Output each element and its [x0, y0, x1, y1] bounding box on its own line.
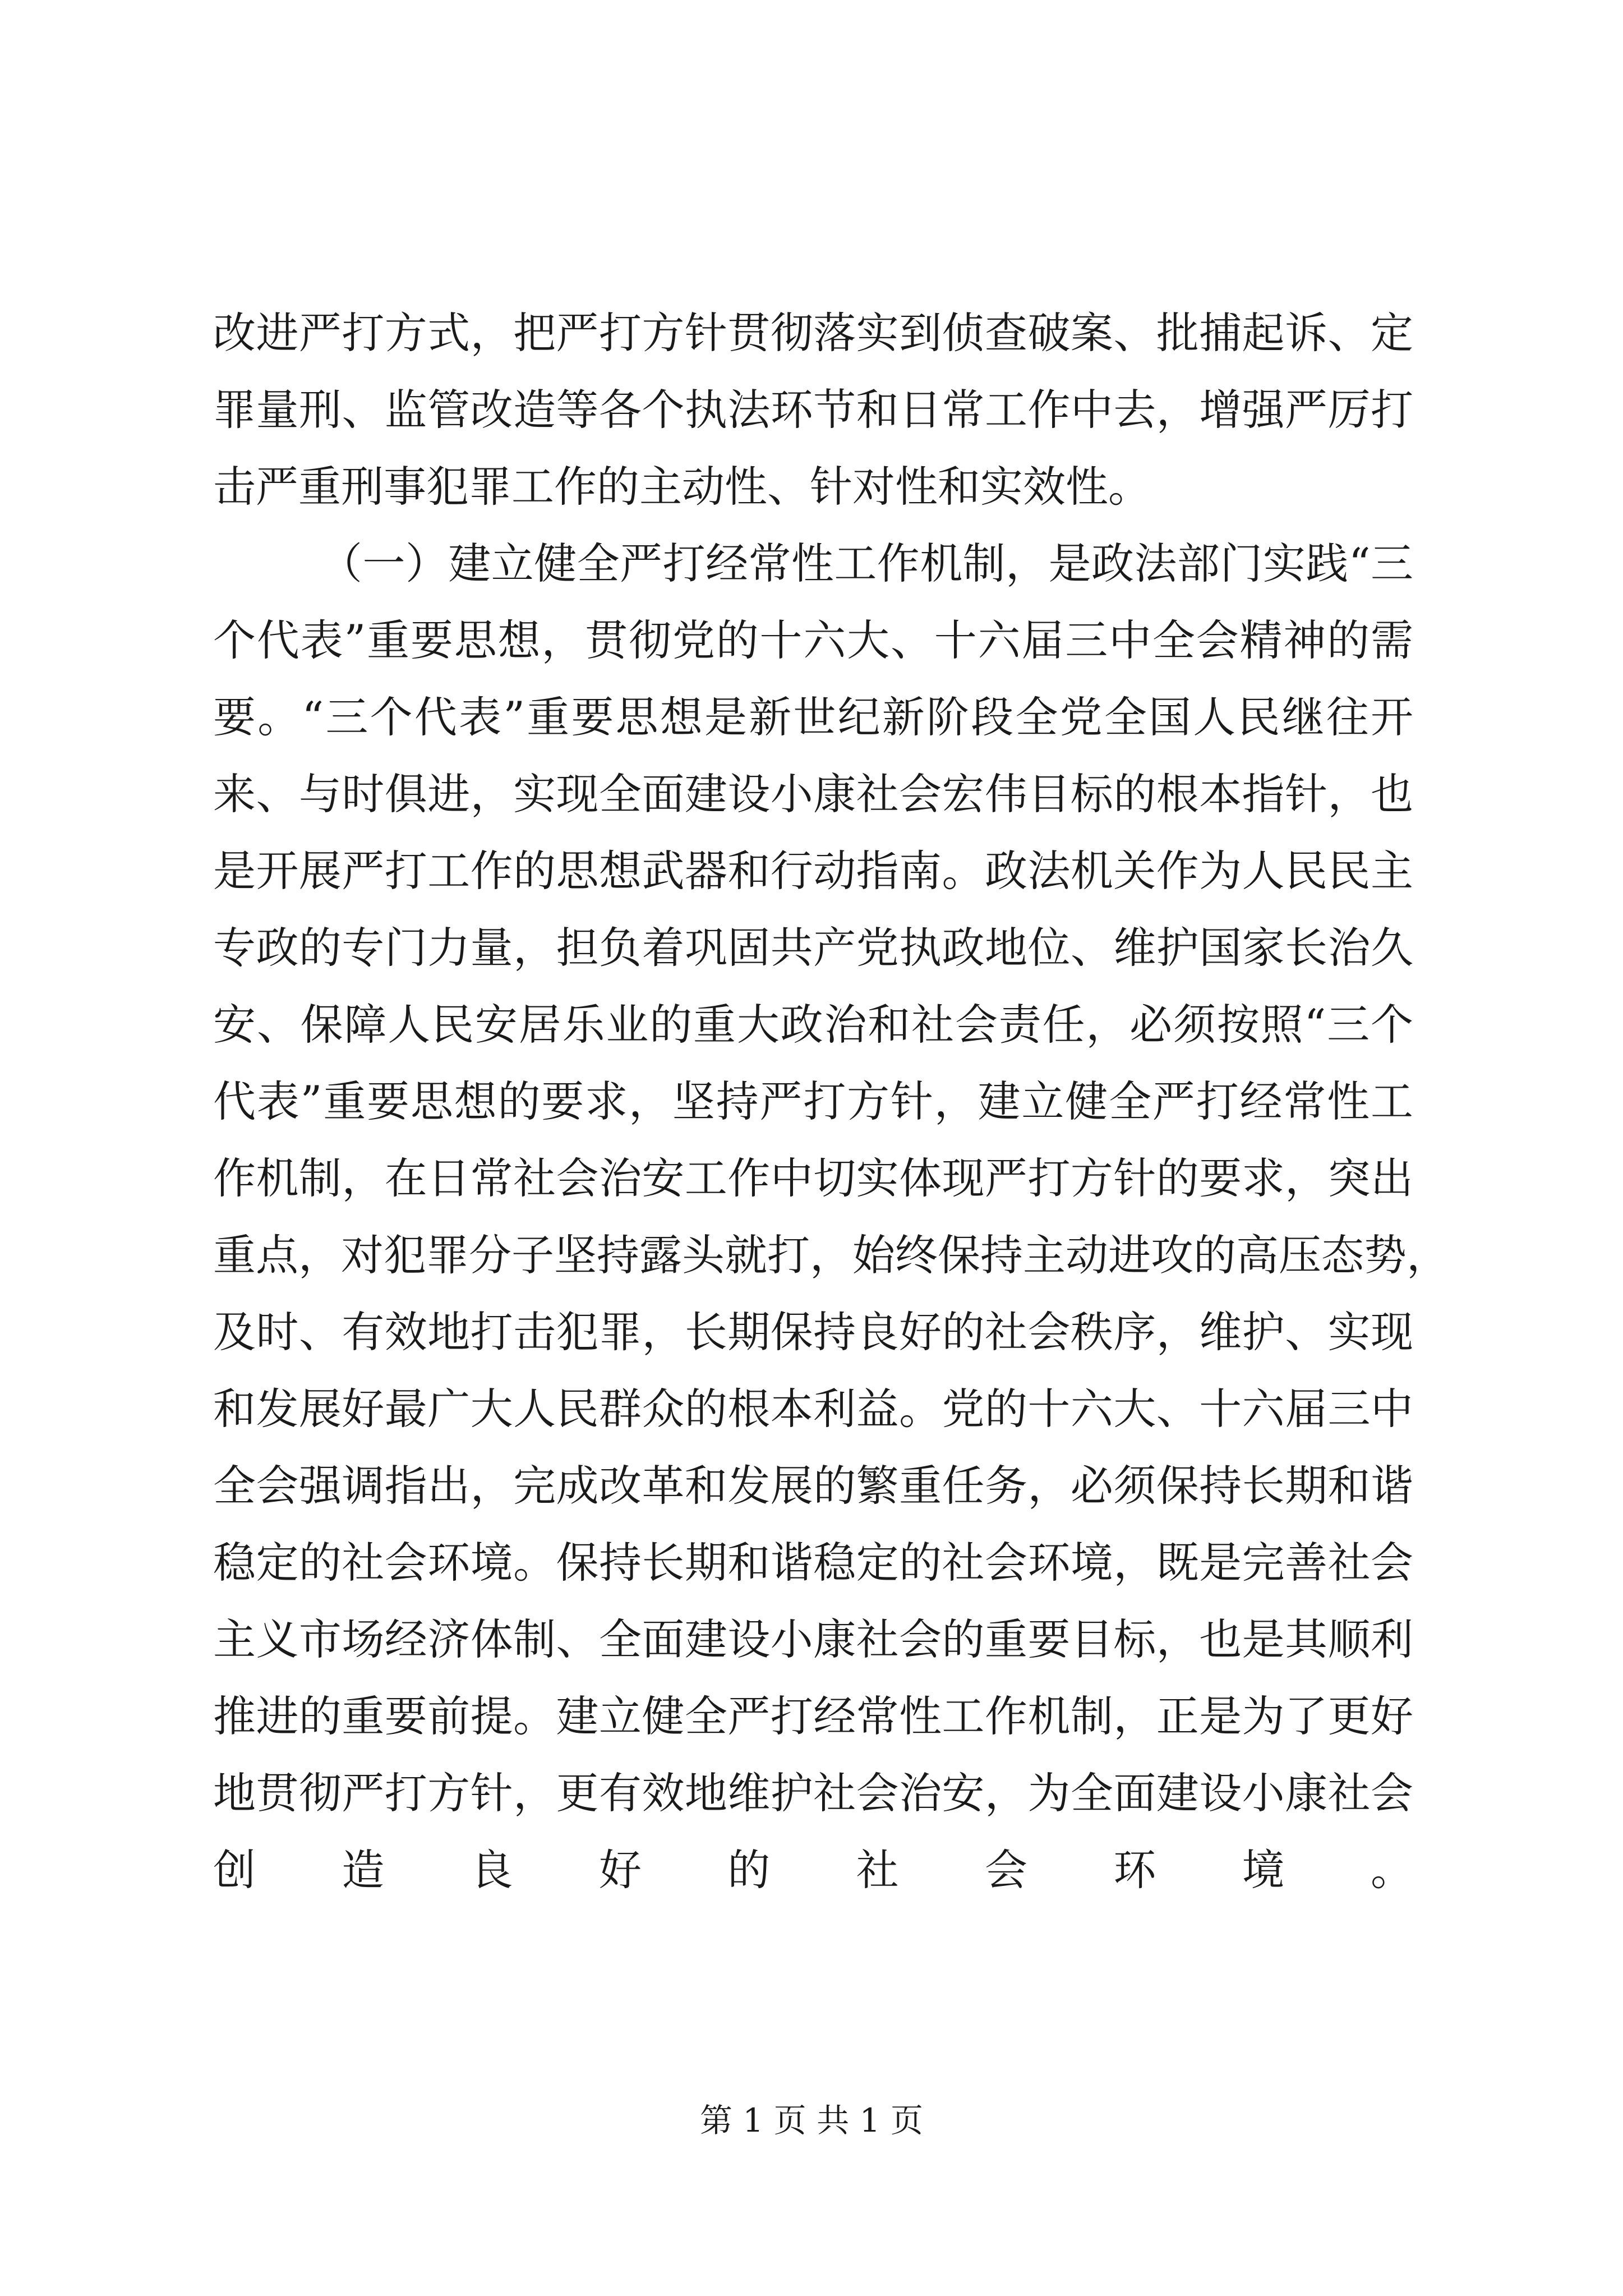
- paragraph: [213, 295, 1413, 525]
- text-line: 专政的专门力量，担负着巩固共产党执政地位、维护国家长治久: [213, 923, 1413, 973]
- text-line: 推进的重要前提。建立健全严打经常性工作机制，正是为了更好: [213, 1691, 1413, 1741]
- text-line: 稳定的社会环境。保持长期和谐稳定的社会环境，既是完善社会: [213, 1538, 1413, 1588]
- page-footer: 第 1 页 共 1 页: [700, 2101, 923, 2139]
- text-line: 安、保障人民安居乐业的重大政治和社会责任，必须按照“三个: [213, 1000, 1413, 1050]
- paragraph: [213, 525, 1449, 1985]
- text-line: 罪量刑、监管改造等各个执法环节和日常工作中去，增强严厉打: [213, 385, 1413, 435]
- text-line: 来、与时俱进，实现全面建设小康社会宏伟目标的根本指针，也: [213, 769, 1413, 819]
- document-body: [213, 295, 1449, 1985]
- text-line: 代表”重要思想的要求，坚持严打方针，建立健全严打经常性工: [213, 1076, 1413, 1126]
- text-line: 及时、有效地打击犯罪，长期保持良好的社会秩序，维护、实现: [213, 1307, 1413, 1357]
- text-line: 创造良好的社会环境。: [213, 1845, 1413, 1895]
- text-line: 击严重刑事犯罪工作的主动性、针对性和实效性。: [213, 462, 1151, 512]
- text-line: 作机制，在日常社会治安工作中切实体现严打方针的要求，突出: [213, 1153, 1413, 1203]
- text-line: 和发展好最广大人民群众的根本利益。党的十六大、十六届三中: [213, 1384, 1413, 1434]
- text-line: 改进严打方式，把严打方针贯彻落实到侦查破案、批捕起诉、定: [213, 308, 1413, 358]
- text-line: 是开展严打工作的思想武器和行动指南。政法机关作为人民民主: [213, 846, 1413, 896]
- text-line: （一）建立健全严打经常性工作机制，是政法部门实践“三: [320, 539, 1413, 588]
- text-line: [213, 1908, 1413, 1985]
- text-line: 地贯彻严打方针，更有效地维护社会治安，为全面建设小康社会: [213, 1768, 1413, 1818]
- text-line: 要。“三个代表”重要思想是新世纪新阶段全党全国人民继往开: [213, 692, 1413, 742]
- text-line: 主义市场经济体制、全面建设小康社会的重要目标，也是其顺利: [213, 1614, 1413, 1664]
- text-line: 重点，对犯罪分子坚持露头就打，始终保持主动进攻的高压态势，: [213, 1230, 1449, 1280]
- text-line: 全会强调指出，完成改革和发展的繁重任务，必须保持长期和谐: [213, 1461, 1413, 1511]
- text-line: 个代表”重要思想，贯彻党的十六大、十六届三中全会精神的需: [213, 615, 1413, 665]
